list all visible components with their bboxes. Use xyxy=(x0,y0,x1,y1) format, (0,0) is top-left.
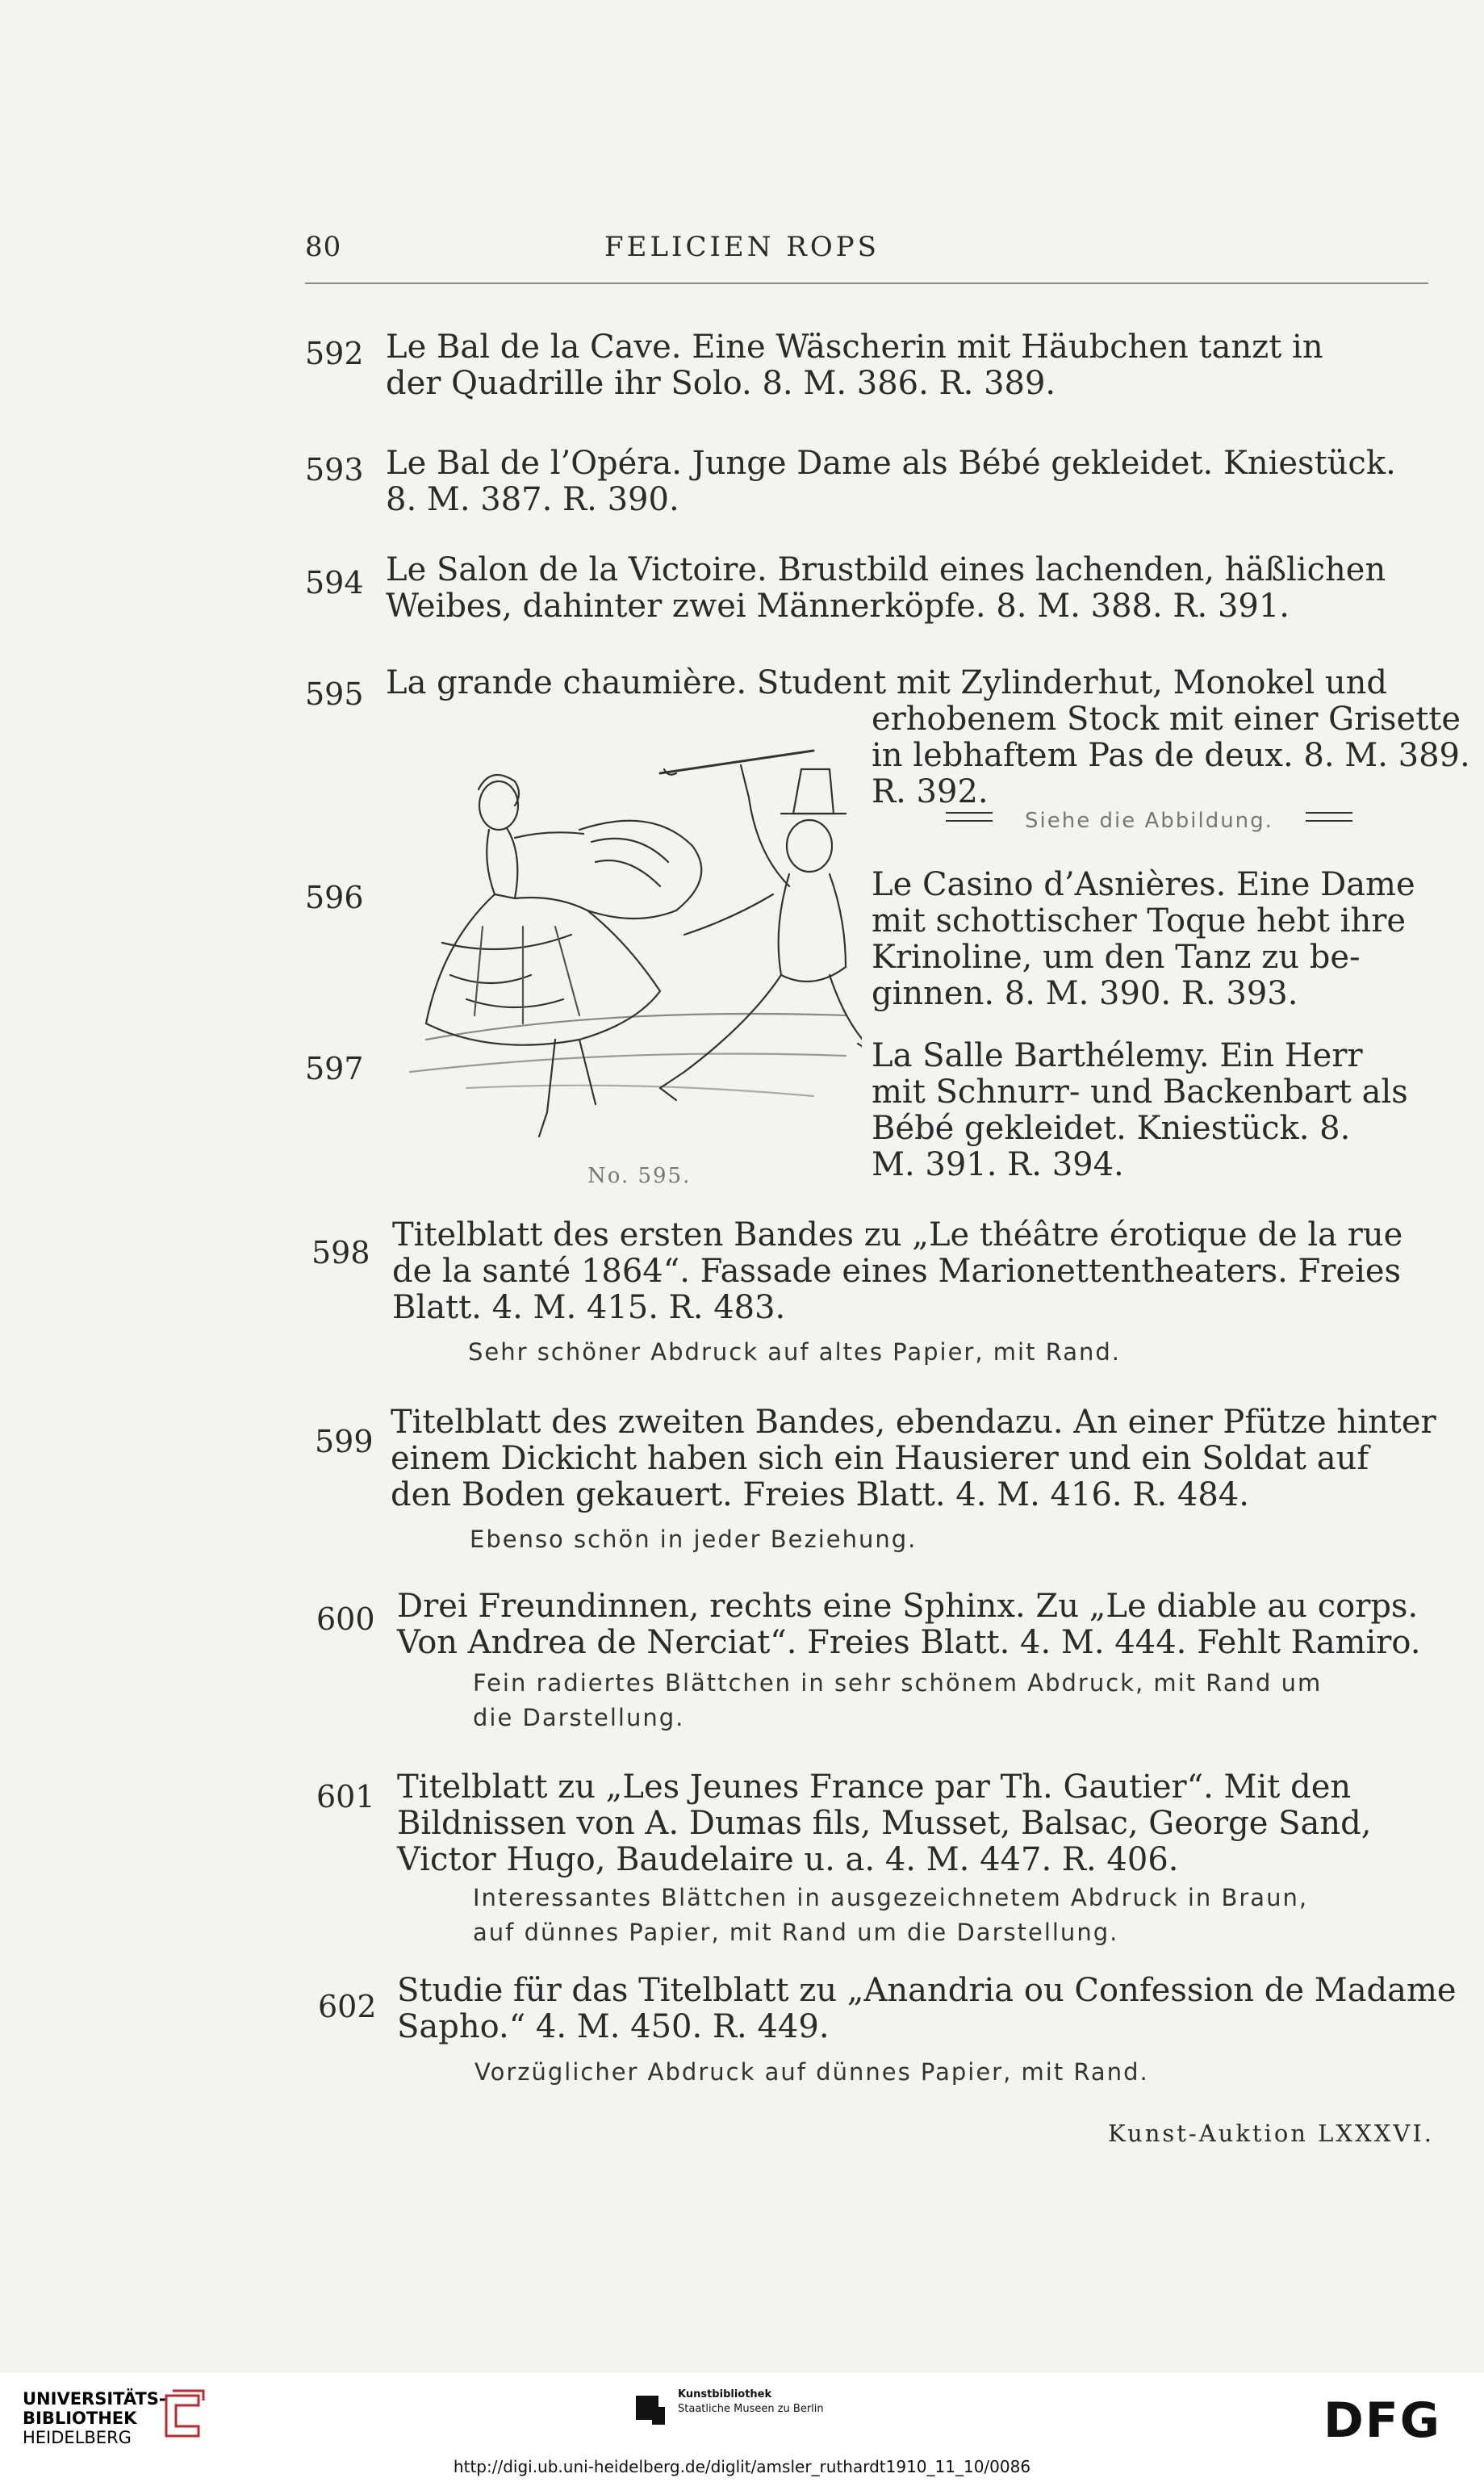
entry-text: Studie für das Titelblatt zu „Anandria ou Confession de Madame Sapho.“ 4. M. 450. R. 449. xyxy=(397,1972,1457,2045)
entry-note: Interessantes Blättchen in ausgezeichnetem Abdruck in Braun, auf dünnes Papier, mit Rand um die Darstellung. xyxy=(473,1884,1309,1946)
double-rule xyxy=(946,812,993,822)
entry-text: Drei Freundinnen, rechts eine Sphinx. Zu „Le diable au corps. Von Andrea de Nerciat“. Freies Blatt. 4. M. 444. Fehlt Ramiro. xyxy=(397,1588,1421,1661)
see-figure-note: Siehe die Abbildung. xyxy=(1025,809,1273,833)
entry-note: Sehr schöner Abdruck auf altes Papier, mit Rand. xyxy=(468,1338,1121,1366)
entry-text: Titelblatt zu „Les Jeunes France par Th. Gautier“. Mit den Bildnissen von A. Dumas fils, Musset, Balsac, George Sand, Victor Hugo, Baudelaire u. a. 4. M. 447. R. 406. xyxy=(397,1768,1372,1878)
entry-text: Le Bal de l’Opéra. Junge Dame als Bébé gekleidet. Kniestück. 8. M. 387. R. 390. xyxy=(386,445,1396,518)
entry-number: 600 xyxy=(316,1601,375,1637)
footer-signature: Kunst-Auktion LXXXVI. xyxy=(1107,2120,1434,2147)
entry-text: erhobenem Stock mit einer Grisette in lebhaftem Pas de deux. 8. M. 389. R. 392. xyxy=(872,701,1470,810)
running-title: FELICIEN ROPS xyxy=(604,231,880,263)
dfg-logo: DFG xyxy=(1323,2392,1442,2449)
entry-text: Titelblatt des zweiten Bandes, ebendazu. An einer Pfütze hinter einem Dickicht haben sich ein Hausierer und ein Soldat auf den Boden gekauert. Freies Blatt. 4. M. 416. R. 484. xyxy=(391,1404,1436,1513)
entry-text: La grande chaumière. Student mit Zylinderhut, Monokel und xyxy=(386,664,1388,701)
entry-number: 592 xyxy=(305,336,364,371)
library-logo-icon xyxy=(158,2388,207,2444)
entry-text: La Salle Barthélemy. Ein Herr mit Schnurr- und Backenbart als Bébé gekleidet. Kniestück. 8. M. 391. R. 394. xyxy=(872,1037,1408,1183)
library-logo-text: UNIVERSITÄTS- BIBLIOTHEK HEIDELBERG xyxy=(23,2389,166,2447)
entry-number: 593 xyxy=(305,452,364,488)
entry-number: 601 xyxy=(316,1779,375,1814)
page-number: 80 xyxy=(305,231,342,263)
entry-number: 602 xyxy=(318,1989,377,2024)
entry-number: 595 xyxy=(305,676,364,712)
figure-caption: No. 595. xyxy=(587,1164,692,1188)
entry-number: 597 xyxy=(305,1051,364,1086)
kunstbibliothek-logo-icon xyxy=(634,2391,668,2426)
entry-note: Ebenso schön in jeder Beziehung. xyxy=(470,1526,918,1553)
kunstbibliothek-text: Kunstbibliothek Staatliche Museen zu Berlin xyxy=(678,2388,824,2415)
dance-illustration xyxy=(394,733,862,1169)
header-rule xyxy=(305,283,1428,284)
entry-note: Vorzüglicher Abdruck auf dünnes Papier, mit Rand. xyxy=(474,2058,1149,2086)
entry-text: Le Salon de la Victoire. Brustbild eines lachenden, häßlichen Weibes, dahinter zwei Männerköpfe. 8. M. 388. R. 391. xyxy=(386,551,1386,625)
double-rule xyxy=(1306,812,1352,822)
entry-number: 598 xyxy=(311,1235,370,1270)
entry-number: 596 xyxy=(305,880,364,915)
entry-text: Le Bal de la Cave. Eine Wäscherin mit Häubchen tanzt in der Quadrille ihr Solo. 8. M. 386. R. 389. xyxy=(386,329,1323,402)
entry-text: Le Casino d’Asnières. Eine Dame mit schottischer Toque hebt ihre Krinoline, um den Tanz zu be- ginnen. 8. M. 390. R. 393. xyxy=(872,866,1415,1012)
entry-number: 599 xyxy=(315,1424,374,1459)
source-url[interactable]: http://digi.ub.uni-heidelberg.de/diglit/amsler_ruthardt1910_11_10/0086 xyxy=(453,2457,1031,2476)
entry-text: Titelblatt des ersten Bandes zu „Le théâtre érotique de la rue de la santé 1864“. Fassade eines Marionettentheaters. Freies Blatt. 4. M. 415. R. 483. xyxy=(392,1216,1403,1326)
entry-note: Fein radiertes Blättchen in sehr schönem Abdruck, mit Rand um die Darstellung. xyxy=(473,1669,1323,1731)
entry-number: 594 xyxy=(305,565,364,601)
